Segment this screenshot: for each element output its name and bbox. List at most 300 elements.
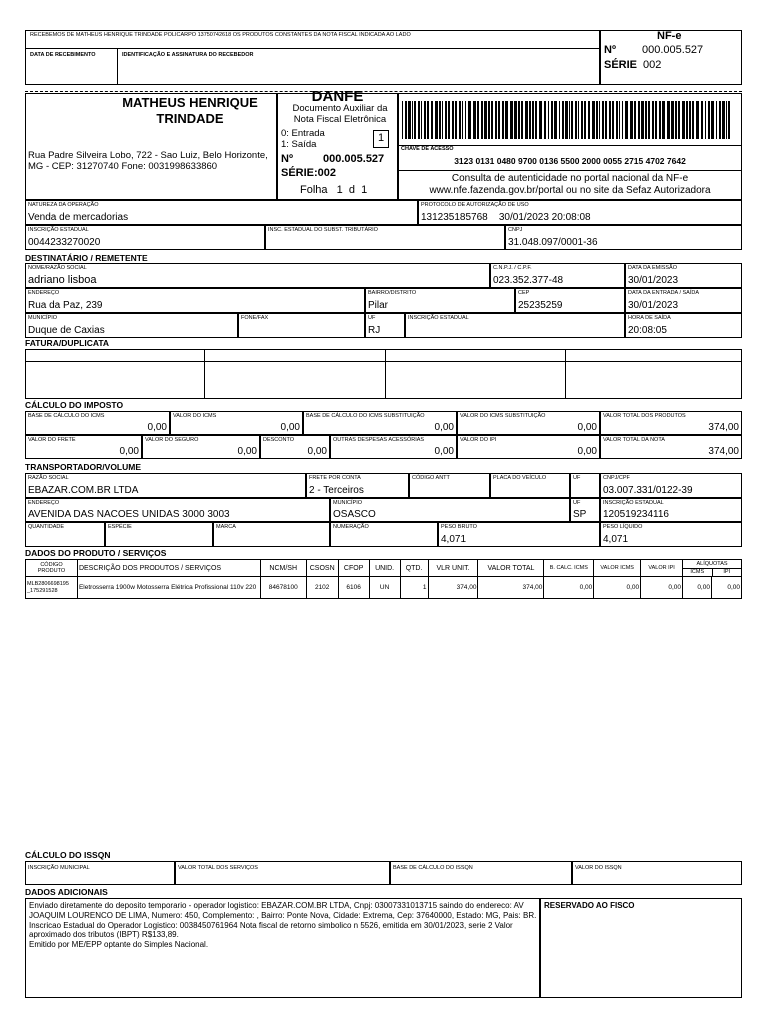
tr-qtd-label: QUANTIDADE [28, 524, 65, 530]
tr-frete-label: FRETE POR CONTA [309, 475, 361, 481]
h-descricao: DESCRIÇÃO DOS PRODUTOS / SERVIÇOS [77, 560, 260, 577]
barcode-bar [652, 101, 654, 139]
danfe-saida: 1: Saída [281, 139, 317, 150]
chave-label: CHAVE DE ACESSO [401, 146, 454, 152]
barcode-bar [498, 101, 500, 139]
bc-icms-value: 0,00 [147, 422, 167, 433]
v-icms-st-label: VALOR DO ICMS SUBSTITUIÇÃO [460, 413, 546, 419]
cnpj-value: 31.048.097/0001-36 [508, 237, 598, 248]
tr-especie-cell [105, 522, 213, 547]
barcode-bar [682, 101, 685, 139]
p-aipi: 0,00 [711, 577, 741, 599]
v-seguro-value: 0,00 [237, 446, 257, 457]
danfe-serie: SÉRIE:002 [281, 167, 337, 179]
dest-ie-cell [405, 313, 625, 338]
dest-hora-cell [625, 313, 742, 338]
canhoto-divider-v [117, 48, 118, 85]
v-nota-value: 374,00 [708, 446, 739, 457]
tr-uf-label: UF [573, 475, 581, 481]
data-recebimento-label: DATA DE RECEBIMENTO [30, 52, 96, 58]
dest-emissao-cell [625, 263, 742, 288]
nfe-numero-label: Nº [604, 44, 616, 56]
ie-value: 0044233270020 [28, 237, 101, 248]
dest-cep-cell [515, 288, 625, 313]
danfe-numero-label: Nº [281, 153, 293, 165]
barcode-bar [612, 101, 614, 139]
danfe-subtitle: Documento Auxiliar da Nota Fiscal Eletrônica [292, 103, 388, 125]
v-icms-st-value: 0,00 [577, 422, 597, 433]
barcode-bar [645, 101, 647, 139]
dest-hora-label: HORA DE SAÍDA [628, 315, 671, 321]
tr-razao: EBAZAR.COM.BR LTDA [28, 485, 139, 496]
adicionais-box [25, 898, 540, 998]
h-vunit: VLR UNIT. [428, 560, 478, 577]
issqn-vi-label: VALOR DO ISSQN [575, 865, 622, 871]
h-vipi: VALOR IPI [641, 560, 683, 577]
tr-ie-cell [600, 498, 742, 522]
barcode-bar [689, 101, 691, 139]
barcode-bar [544, 101, 546, 139]
bc-icms-st-cell [303, 411, 457, 435]
tr-marca-label: MARCA [216, 524, 236, 530]
chave-value: 3123 0131 0480 9700 0136 5500 2000 0055 2715 4702 7642 [454, 156, 686, 166]
bc-icms-st-label: BASE DE CÁLCULO DO ICMS SUBSTITUIÇÃO [306, 413, 425, 419]
barcode-bar [518, 101, 520, 139]
tr-cnpj: 03.007.331/0122-39 [603, 485, 693, 496]
chave-divider-2 [398, 170, 742, 171]
tr-endereco-label: ENDEREÇO [28, 500, 60, 506]
barcode-bar [565, 101, 568, 139]
fatura-section: FATURA/DUPLICATA [25, 338, 110, 348]
barcode-bar [569, 101, 570, 139]
h-unid: UNID. [369, 560, 400, 577]
barcode-bar [529, 101, 531, 139]
barcode-bar [705, 101, 706, 139]
natureza-label: NATUREZA DA OPERAÇÃO [28, 202, 99, 208]
h-csosn: CSOSN [306, 560, 338, 577]
barcode-bar [575, 101, 577, 139]
issqn-im-label: INSCRIÇÃO MUNICIPAL [28, 865, 90, 871]
tr-numeracao-cell [330, 522, 438, 547]
barcode-bar [708, 101, 710, 139]
barcode-bar [605, 101, 607, 139]
v-nota-label: VALOR TOTAL DA NOTA [603, 437, 665, 443]
identificacao-label: IDENTIFICAÇÃO E ASSINATURA DO RECEBEDOR [122, 52, 254, 58]
dest-fone-cell [238, 313, 365, 338]
issqn-im-cell [25, 861, 175, 885]
barcode-bar [462, 101, 463, 139]
h-codigo: CÓDIGO PRODUTO [26, 560, 78, 577]
p-unid: UN [369, 577, 400, 599]
barcode-bar [477, 101, 479, 139]
barcode-bar [638, 101, 640, 139]
cnpj-cell [505, 225, 742, 250]
tr-uf2-label: UF [573, 500, 581, 506]
barcode-bar [484, 101, 487, 139]
produtos-table [25, 559, 742, 599]
canhoto [25, 30, 600, 85]
tr-uf2: SP [573, 509, 587, 520]
barcode-bar [622, 101, 623, 139]
barcode-bar [671, 101, 674, 139]
tr-bruto: 4,071 [441, 534, 467, 545]
barcode-bar [571, 101, 573, 139]
natureza-value: Venda de mercadorias [28, 212, 129, 223]
barcode-bar [402, 101, 403, 139]
consulta-text: Consulta de autenticidade no portal nacional da NF-e www.nfe.fazenda.gov.br/portal ou no site da Sefaz Autorizadora [429, 173, 711, 196]
barcode-bar [468, 101, 471, 139]
barcode-bar [716, 101, 717, 139]
barcode-bar [535, 101, 537, 139]
h-aicms: ICMS [683, 569, 712, 576]
barcode-bar [514, 101, 517, 139]
tr-ie: 120519234116 [603, 509, 669, 520]
barcode-bar [619, 101, 620, 139]
p-ncm: 84678100 [260, 577, 306, 599]
h-aipi: IPI [723, 568, 731, 575]
barcode [402, 101, 740, 139]
issqn-vi-cell [572, 861, 742, 885]
p-codigo: MLB2806698195 _175291528 [26, 577, 78, 599]
table-row [26, 577, 742, 599]
protocolo-label: PROTOCOLO DE AUTORIZAÇÃO DE USO [421, 202, 529, 208]
dest-endereco-label: ENDEREÇO [28, 290, 60, 296]
fatura-col-3 [565, 349, 566, 399]
barcode-bar [599, 101, 600, 139]
fatura-col-1 [204, 349, 205, 399]
barcode-bar [412, 101, 413, 139]
produtos-header-row [26, 560, 742, 577]
adicionais-text: Enviado diretamente do deposito temporario - operador logistico: EBAZAR.COM.BR LTDA, Cnpj: 03007331013715 saindo do endereco: AV JOAQUIM LOURENCO DE LIMA, Numero: 450, Complemento: , Bairro: Ponte Nova, Cidade: Extrema, Cep: 37640000, Estado: MG, Pais: BR. Inscricao Estadual do Operador Logistico: 0038450761964 Nota fiscal de retorno simbolico n 5526, emitida em 30/01/2023, serie 2 Valor aproximado dos tributos (IBPT) R$133,89. [29, 901, 537, 940]
barcode-bar [435, 101, 438, 139]
h-ncm: NCM/SH [260, 560, 306, 577]
barcode-bar [559, 101, 560, 139]
cnpj-label: CNPJ [508, 227, 523, 233]
nfe-numero: 000.005.527 [642, 44, 704, 56]
tr-ie-label: INSCRIÇÃO ESTADUAL [603, 500, 664, 506]
dest-bairro: Pilar [368, 300, 389, 311]
tr-endereco: AVENIDA DAS NACOES UNIDAS 3000 3003 [28, 509, 230, 520]
barcode-bar [414, 101, 416, 139]
issqn-bc-label: BASE DE CÁLCULO DO ISSQN [393, 865, 473, 871]
protocolo-cell [418, 200, 742, 225]
barcode-bar [505, 101, 508, 139]
v-seguro-cell [142, 435, 260, 459]
tr-placa-cell [490, 473, 570, 498]
barcode-bar [424, 101, 426, 139]
barcode-bar [452, 101, 454, 139]
p-bcalc: 0,00 [544, 577, 594, 599]
barcode-bar [539, 101, 542, 139]
imposto-section: CÁLCULO DO IMPOSTO [25, 400, 124, 410]
dest-entrada: 30/01/2023 [628, 300, 679, 311]
p-cfop: 6106 [338, 577, 369, 599]
barcode-bar [488, 101, 490, 139]
dest-bairro-cell [365, 288, 515, 313]
bc-icms-st-value: 0,00 [434, 422, 454, 433]
p-aicms: 0,00 [683, 577, 712, 599]
barcode-bar [641, 101, 644, 139]
tr-antt-cell [409, 473, 490, 498]
barcode-bar [455, 101, 457, 139]
barcode-bar [696, 101, 699, 139]
tr-cnpj-cell [600, 473, 742, 498]
p-descricao: Eletrosserra 1900w Motosserra Elétrica Profissional 110v 220 [77, 577, 260, 599]
dest-nome: adriano lisboa [28, 274, 97, 286]
canhoto-text: RECEBEMOS DE MATHEUS HENRIQUE TRINDADE POLICARPO 13750742618 OS PRODUTOS CONSTANTES DA NOTA FISCAL INDICADA AO LADO [30, 32, 411, 38]
tr-bruto-cell [438, 522, 600, 547]
barcode-bar [448, 101, 450, 139]
dest-bairro-label: BAIRRO/DISTRITO [368, 290, 417, 296]
ie-cell [25, 225, 265, 250]
barcode-bar [405, 101, 407, 139]
h-bcalc: B. CALC. ICMS [544, 560, 594, 577]
h-qtd: QTD. [400, 560, 428, 577]
barcode-bar [439, 101, 441, 139]
p-vunit: 374,00 [428, 577, 478, 599]
tr-frete: 2 - Terceiros [309, 485, 364, 496]
barcode-bar [596, 101, 598, 139]
barcode-bar [602, 101, 604, 139]
dest-municipio: Duque de Caxias [28, 325, 105, 336]
barcode-bar [678, 101, 680, 139]
adicionais-section: DADOS ADICIONAIS [25, 887, 108, 897]
reservado-label: RESERVADO AO FISCO [544, 901, 635, 910]
h-vicms: VALOR ICMS [594, 560, 641, 577]
barcode-bar [655, 101, 657, 139]
desconto-cell [260, 435, 330, 459]
dest-uf-cell [365, 313, 405, 338]
tr-marca-cell [213, 522, 330, 547]
barcode-bar [584, 101, 586, 139]
barcode-bar [692, 101, 694, 139]
barcode-bar [648, 101, 650, 139]
issqn-vts-label: VALOR TOTAL DOS SERVIÇOS [178, 865, 258, 871]
barcode-bar [588, 101, 590, 139]
barcode-bar [465, 101, 466, 139]
danfe-entrada: 0: Entrada [281, 128, 325, 139]
fatura-box [25, 349, 742, 399]
dest-cnpj-label: C.N.P.J. / C.P.F. [493, 265, 532, 271]
ie-label: INSCRIÇÃO ESTADUAL [28, 227, 89, 233]
tr-especie-label: ESPÉCIE [108, 524, 132, 530]
barcode-bar [562, 101, 564, 139]
dest-municipio-label: MUNICÍPIO [28, 315, 58, 321]
tr-liquido: 4,071 [603, 534, 629, 545]
barcode-bar [719, 101, 721, 139]
barcode-bar [625, 101, 628, 139]
barcode-bar [408, 101, 411, 139]
barcode-bar [442, 101, 443, 139]
produtos-section: DADOS DO PRODUTO / SERVIÇOS [25, 548, 167, 558]
p-vtotal: 374,00 [478, 577, 544, 599]
emitente-endereco: Rua Padre Silveira Lobo, 722 - Sao Luiz, Belo Horizonte, MG - CEP: 31270740 Fone: 0031998633860 [28, 150, 268, 172]
fatura-col-2 [385, 349, 386, 399]
dest-entrada-label: DATA DA ENTRADA / SAÍDA [628, 290, 700, 296]
dest-emissao: 30/01/2023 [628, 275, 679, 286]
dest-entrada-cell [625, 288, 742, 313]
tr-razao-label: RAZÃO SOCIAL [28, 475, 69, 481]
barcode-bar [510, 101, 513, 139]
v-icms-value: 0,00 [280, 422, 300, 433]
danfe-tipo: 1 [377, 132, 385, 144]
v-produtos-cell [600, 411, 742, 435]
h-aliquotas [683, 560, 742, 577]
desconto-label: DESCONTO [263, 437, 295, 443]
fatura-line-h [25, 361, 742, 362]
h-cfop: CFOP [338, 560, 369, 577]
barcode-bar [662, 101, 665, 139]
barcode-bar [722, 101, 725, 139]
nfe-serie: 002 [643, 59, 662, 71]
barcode-bar [634, 101, 636, 139]
tr-uf2-cell [570, 498, 600, 522]
tr-razao-cell [25, 473, 306, 498]
dest-hora: 20:08:05 [628, 325, 667, 336]
tr-frete-cell [306, 473, 409, 498]
barcode-bar [686, 101, 688, 139]
dest-nome-label: NOME/RAZÃO SOCIAL [28, 265, 87, 271]
dest-ie-label: INSCRIÇÃO ESTADUAL [408, 315, 469, 321]
barcode-bar [418, 101, 420, 139]
tr-municipio-cell [330, 498, 570, 522]
barcode-bar [581, 101, 583, 139]
tr-liquido-label: PESO LÍQUIDO [603, 524, 643, 530]
v-frete-cell [25, 435, 142, 459]
barcode-bar [525, 101, 528, 139]
barcode-bar [548, 101, 549, 139]
dest-cnpj: 023.352.377-48 [493, 275, 564, 286]
ie-st-label: INSC. ESTADUAL DO SUBST. TRIBUTÁRIO [268, 227, 378, 233]
dest-cnpj-cell [490, 263, 625, 288]
issqn-bc-cell [390, 861, 572, 885]
dest-emissao-label: DATA DA EMISSÃO [628, 265, 678, 271]
dest-municipio-cell [25, 313, 238, 338]
nfe-serie-label: SÉRIE [604, 59, 638, 71]
barcode-bar [431, 101, 433, 139]
barcode-bar [667, 101, 670, 139]
p-vicms: 0,00 [594, 577, 641, 599]
reservado-box [540, 898, 742, 998]
v-frete-label: VALOR DO FRETE [28, 437, 76, 443]
outras-value: 0,00 [434, 446, 454, 457]
barcode-bar [726, 101, 727, 139]
dest-fone-label: FONE/FAX [241, 315, 269, 321]
v-icms-label: VALOR DO ICMS [173, 413, 217, 419]
tr-cnpj-label: CNPJ/CPF [603, 475, 630, 481]
barcode-bar [578, 101, 579, 139]
dest-cep: 25235259 [518, 300, 563, 311]
dest-endereco-cell [25, 288, 365, 313]
bc-icms-label: BASE DE CÁLCULO DO ICMS [28, 413, 105, 419]
p-qtd: 1 [400, 577, 428, 599]
barcode-bar [495, 101, 497, 139]
v-seguro-label: VALOR DO SEGURO [145, 437, 199, 443]
barcode-bar [728, 101, 730, 139]
barcode-bar [459, 101, 461, 139]
dest-cep-label: CEP [518, 290, 530, 296]
dest-nome-cell [25, 263, 490, 288]
outras-label: OUTRAS DESPESAS ACESSÓRIAS [333, 437, 425, 443]
outras-cell [330, 435, 457, 459]
dest-endereco: Rua da Paz, 239 [28, 300, 103, 311]
protocolo-value: 131235185768 30/01/2023 20:08:08 [421, 212, 591, 223]
adicionais-text-2: Emitido por ME/EPP optante do Simples Nacional. [29, 940, 209, 950]
barcode-bar [554, 101, 557, 139]
tr-liquido-cell [600, 522, 742, 547]
dest-uf: RJ [368, 325, 381, 336]
barcode-bar [491, 101, 493, 139]
nfe-label: NF-e [657, 30, 682, 42]
v-icms-cell [170, 411, 303, 435]
h-aliq: ALÍQUOTAS [683, 561, 741, 569]
v-produtos-label: VALOR TOTAL DOS PRODUTOS [603, 413, 686, 419]
ie-st-cell [265, 225, 505, 250]
barcode-bar [521, 101, 523, 139]
barcode-bar [675, 101, 677, 139]
barcode-bar [473, 101, 476, 139]
barcode-bar [592, 101, 595, 139]
barcode-bar [445, 101, 447, 139]
destinatario-section: DESTINATÁRIO / REMETENTE [25, 253, 148, 263]
barcode-bar [502, 101, 504, 139]
bc-icms-cell [25, 411, 170, 435]
tr-bruto-label: PESO BRUTO [441, 524, 477, 530]
barcode-bar [616, 101, 618, 139]
tr-municipio: OSASCO [333, 509, 376, 520]
v-ipi-value: 0,00 [577, 446, 597, 457]
danfe-title: DANFE [311, 88, 364, 105]
barcode-bar [427, 101, 429, 139]
v-frete-value: 0,00 [119, 446, 139, 457]
issqn-section: CÁLCULO DO ISSQN [25, 850, 111, 860]
barcode-bar [659, 101, 661, 139]
v-produtos-value: 374,00 [708, 422, 739, 433]
v-ipi-cell [457, 435, 600, 459]
transportador-section: TRANSPORTADOR/VOLUME [25, 462, 142, 472]
tr-qtd-cell [25, 522, 105, 547]
barcode-bar [481, 101, 483, 139]
danfe-numero: 000.005.527 [323, 153, 385, 165]
v-ipi-label: VALOR DO IPI [460, 437, 497, 443]
tr-antt-label: CÓDIGO ANTT [412, 475, 450, 481]
barcode-bar [609, 101, 611, 139]
v-icms-st-cell [457, 411, 600, 435]
natureza-cell [25, 200, 418, 225]
tr-numeracao-label: NUMERAÇÃO [333, 524, 369, 530]
dest-uf-label: UF [368, 315, 376, 321]
barcode-bar [532, 101, 534, 139]
emitente-nome: MATHEUS HENRIQUE TRINDADE [122, 95, 258, 126]
tr-uf-cell [570, 473, 600, 498]
h-vtotal: VALOR TOTAL [478, 560, 544, 577]
tr-endereco-cell [25, 498, 330, 522]
barcode-bar [630, 101, 633, 139]
barcode-bar [551, 101, 553, 139]
danfe-folha: Folha 1 d 1 [300, 184, 368, 196]
canhoto-divider-h [25, 48, 600, 49]
tr-municipio-label: MUNICÍPIO [333, 500, 363, 506]
tr-placa-label: PLACA DO VEÍCULO [493, 475, 547, 481]
barcode-bar [711, 101, 714, 139]
p-vipi: 0,00 [641, 577, 683, 599]
barcode-bar [701, 101, 703, 139]
issqn-vts-cell [175, 861, 390, 885]
desconto-value: 0,00 [307, 446, 327, 457]
barcode-bar [421, 101, 422, 139]
p-csosn: 2102 [306, 577, 338, 599]
v-nota-cell [600, 435, 742, 459]
